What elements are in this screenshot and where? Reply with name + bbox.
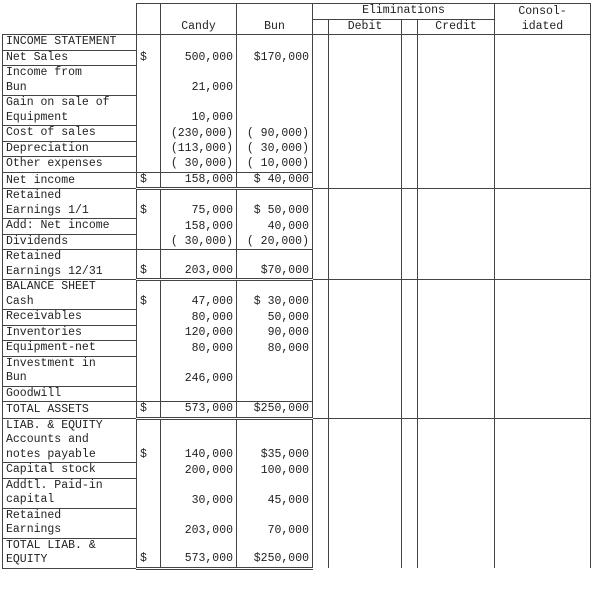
- elimination-cell: [418, 280, 495, 310]
- row-label-line: Cost of sales: [6, 126, 96, 139]
- row-label: [3, 386, 137, 402]
- elimination-cell: [313, 157, 329, 173]
- row-label-line: Depreciation: [6, 141, 89, 155]
- elimination-cell: [329, 356, 402, 386]
- dollar-sign: $: [137, 280, 161, 310]
- dollar-sign: [137, 325, 161, 341]
- row-label-line: Income from: [6, 66, 82, 79]
- consolidated-cell: [495, 96, 591, 126]
- elimination-cell: [329, 141, 402, 157]
- elimination-cell: [329, 538, 402, 568]
- worksheet-row: [3, 418, 591, 463]
- elimination-cell: [402, 341, 418, 357]
- row-label-line: LIAB. & EQUITY: [6, 418, 103, 432]
- row-label-line: Bun: [6, 80, 27, 94]
- row-label-line: Other expenses: [6, 157, 103, 170]
- worksheet-table: [2, 3, 591, 570]
- row-label: [3, 325, 137, 341]
- elimination-cell: [313, 66, 329, 96]
- consolidated-cell: [495, 66, 591, 96]
- worksheet-row: [3, 35, 591, 51]
- elimination-cell: [329, 189, 402, 219]
- dollar-sign: [137, 96, 161, 126]
- dollar-sign: [137, 126, 161, 142]
- elimination-cell: [402, 157, 418, 173]
- elimination-cell: [313, 35, 329, 51]
- elimination-cell: [402, 386, 418, 402]
- bun-value: 80,000: [237, 341, 313, 357]
- candy-value: ( 30,000): [161, 157, 237, 173]
- candy-value: [161, 386, 237, 402]
- bun-header: Bun: [237, 19, 313, 35]
- candy-value: 158,000: [161, 219, 237, 235]
- elimination-cell: [418, 172, 495, 189]
- row-label-line: Add: Net income: [6, 219, 110, 232]
- elimination-cell: [402, 141, 418, 157]
- elimination-cell: [418, 141, 495, 157]
- row-label: [3, 402, 137, 419]
- bun-value: 70,000: [237, 508, 313, 538]
- consolidated-cell: [495, 172, 591, 189]
- elimination-cell: [329, 341, 402, 357]
- elimination-cell: [329, 402, 402, 419]
- row-label: [3, 310, 137, 326]
- bun-value: $70,000: [237, 250, 313, 280]
- elimination-cell: [402, 250, 418, 280]
- row-label-line: Addtl. Paid-in: [6, 478, 103, 492]
- consolidated-cell: [495, 157, 591, 173]
- elimination-cell: [313, 250, 329, 280]
- consolidated-cell: [495, 386, 591, 402]
- dollar-sign: [137, 66, 161, 96]
- consolidated-cell: [495, 126, 591, 142]
- row-label-line: INCOME STATEMENT: [6, 35, 117, 48]
- elimination-cell: [329, 96, 402, 126]
- bun-value: $ 40,000: [237, 172, 313, 189]
- worksheet-row: [3, 538, 591, 568]
- consolidated-cell: [495, 463, 591, 479]
- worksheet-row: [3, 508, 591, 538]
- header-row-2: [3, 19, 591, 35]
- row-label: [3, 157, 137, 173]
- consolidated-cell: [495, 418, 591, 463]
- row-label-line: Receivables: [6, 310, 82, 323]
- candy-value: 200,000: [161, 463, 237, 479]
- row-label-line: TOTAL LIAB. &: [6, 538, 96, 552]
- bun-value: 50,000: [237, 310, 313, 326]
- candy-value: 158,000: [161, 172, 237, 189]
- elimination-cell: [313, 418, 329, 463]
- row-label: [3, 478, 137, 508]
- dollar-sign: [137, 478, 161, 508]
- elimination-cell: [313, 538, 329, 568]
- elimination-cell: [313, 141, 329, 157]
- candy-value: (113,000): [161, 141, 237, 157]
- bun-value: $ 50,000: [237, 189, 313, 219]
- row-label-line: BALANCE SHEET: [6, 280, 96, 293]
- elimination-cell: [402, 538, 418, 568]
- elimination-cell: [313, 219, 329, 235]
- dollar-sign: [137, 141, 161, 157]
- row-label-line: TOTAL ASSETS: [6, 403, 89, 416]
- eliminations-header: Eliminations: [313, 4, 495, 20]
- dollar-sign: $: [137, 538, 161, 568]
- elimination-cell: [418, 508, 495, 538]
- row-label-line: Net Sales: [6, 50, 69, 64]
- candy-value: 47,000: [161, 280, 237, 310]
- elimination-cell: [418, 96, 495, 126]
- elimination-cell: [313, 234, 329, 250]
- elimination-cell: [402, 356, 418, 386]
- consolidated-cell: [495, 508, 591, 538]
- bun-value: $250,000: [237, 402, 313, 419]
- dollar-sign: [137, 508, 161, 538]
- elimination-cell: [329, 463, 402, 479]
- dollar-sign: $: [137, 189, 161, 219]
- elimination-cell: [402, 35, 418, 51]
- candy-value: 30,000: [161, 478, 237, 508]
- row-label: [3, 234, 137, 250]
- worksheet-row: [3, 325, 591, 341]
- elimination-cell: [329, 478, 402, 508]
- worksheet-row: [3, 280, 591, 310]
- elimination-cell: [418, 310, 495, 326]
- consolidated-cell: [495, 341, 591, 357]
- consolidated-header-line2: idated: [495, 19, 591, 35]
- elimination-cell: [402, 402, 418, 419]
- row-label: [3, 141, 137, 157]
- row-label-line: Accounts and: [6, 433, 89, 446]
- consolidated-cell: [495, 325, 591, 341]
- bun-value: [237, 386, 313, 402]
- elimination-cell: [329, 219, 402, 235]
- dollar-sign: [137, 463, 161, 479]
- elimination-cell: [402, 418, 418, 463]
- elimination-cell: [402, 219, 418, 235]
- elimination-cell: [402, 96, 418, 126]
- consolidated-cell: [495, 50, 591, 66]
- elimination-cell: [418, 219, 495, 235]
- elimination-cell: [329, 234, 402, 250]
- worksheet-row: [3, 219, 591, 235]
- candy-value: 140,000: [161, 418, 237, 463]
- candy-value: 500,000: [161, 50, 237, 66]
- bun-value: 45,000: [237, 478, 313, 508]
- elimination-cell: [418, 157, 495, 173]
- consolidated-cell: [495, 250, 591, 280]
- worksheet-row: [3, 66, 591, 96]
- elimination-cell: [418, 386, 495, 402]
- elimination-cell: [329, 280, 402, 310]
- bun-value: [237, 96, 313, 126]
- elimination-cell: [418, 418, 495, 463]
- consolidated-cell: [495, 234, 591, 250]
- row-label: [3, 538, 137, 568]
- elimination-cell: [313, 402, 329, 419]
- worksheet-row: [3, 478, 591, 508]
- bun-value: 100,000: [237, 463, 313, 479]
- elimination-cell: [402, 310, 418, 326]
- row-label: [3, 50, 137, 66]
- row-label: [3, 508, 137, 538]
- bun-value: ( 90,000): [237, 126, 313, 142]
- row-label-line: Inventories: [6, 325, 82, 339]
- candy-value: 75,000: [161, 189, 237, 219]
- header-row-1: [3, 4, 591, 20]
- worksheet-row: [3, 250, 591, 280]
- elimination-cell: [418, 463, 495, 479]
- candy-value: 10,000: [161, 96, 237, 126]
- elimination-cell: [402, 126, 418, 142]
- worksheet-row: [3, 402, 591, 419]
- dollar-sign: [137, 219, 161, 235]
- candy-value: 80,000: [161, 341, 237, 357]
- elimination-cell: [418, 356, 495, 386]
- bun-value: ( 10,000): [237, 157, 313, 173]
- consolidated-cell: [495, 402, 591, 419]
- consolidated-cell: [495, 538, 591, 568]
- consolidated-cell: [495, 219, 591, 235]
- elimination-cell: [418, 341, 495, 357]
- candy-value: 203,000: [161, 508, 237, 538]
- worksheet-row: [3, 172, 591, 189]
- dollar-sign: $: [137, 418, 161, 463]
- elimination-cell: [418, 538, 495, 568]
- row-label-line: Investment in: [6, 356, 96, 370]
- row-label-line: Bun: [6, 371, 27, 384]
- elimination-cell: [402, 463, 418, 479]
- worksheet-row: [3, 386, 591, 402]
- bun-value: $250,000: [237, 538, 313, 568]
- row-label-line: Earnings 12/31: [6, 264, 103, 278]
- consolidated-cell: [495, 141, 591, 157]
- row-label: [3, 463, 137, 479]
- dollar-sign: [137, 35, 161, 51]
- row-label-line: Retained: [6, 189, 62, 202]
- elimination-cell: [313, 280, 329, 310]
- dollar-sign: [137, 310, 161, 326]
- worksheet-row: [3, 126, 591, 142]
- row-label: [3, 418, 137, 463]
- row-label: [3, 172, 137, 189]
- elimination-cell: [418, 402, 495, 419]
- row-label-line: Retained: [6, 250, 62, 263]
- row-label-line: Equipment-net: [6, 341, 96, 354]
- row-label-line: Retained: [6, 508, 62, 522]
- elimination-cell: [418, 66, 495, 96]
- elimination-cell: [329, 310, 402, 326]
- row-label: [3, 250, 137, 280]
- elimination-cell: [329, 50, 402, 66]
- consolidated-cell: [495, 478, 591, 508]
- elimination-cell: [329, 126, 402, 142]
- bun-value: 40,000: [237, 219, 313, 235]
- dollar-sign: [137, 341, 161, 357]
- elimination-cell: [313, 356, 329, 386]
- worksheet-row: [3, 463, 591, 479]
- bun-value: 90,000: [237, 325, 313, 341]
- consolidated-cell: [495, 356, 591, 386]
- elimination-cell: [313, 126, 329, 142]
- row-label-line: EQUITY: [6, 553, 48, 566]
- elimination-cell: [313, 325, 329, 341]
- candy-value: 573,000: [161, 538, 237, 568]
- candy-value: 80,000: [161, 310, 237, 326]
- elimination-cell: [402, 189, 418, 219]
- row-label-line: Equipment: [6, 110, 69, 124]
- row-label: [3, 126, 137, 142]
- consolidated-cell: [495, 189, 591, 219]
- worksheet-row: [3, 157, 591, 173]
- elimination-cell: [418, 250, 495, 280]
- row-label: [3, 96, 137, 126]
- dollar-sign: $: [137, 402, 161, 419]
- elimination-cell: [402, 66, 418, 96]
- row-label-line: Earnings 1/1: [6, 203, 89, 217]
- row-label: [3, 66, 137, 96]
- candy-value: 120,000: [161, 325, 237, 341]
- elimination-cell: [313, 341, 329, 357]
- worksheet-row: [3, 310, 591, 326]
- elimination-cell: [313, 508, 329, 538]
- candy-value: ( 30,000): [161, 234, 237, 250]
- row-label: [3, 35, 137, 51]
- candy-header: Candy: [161, 19, 237, 35]
- worksheet-row: [3, 189, 591, 219]
- elimination-cell: [329, 325, 402, 341]
- elimination-cell: [329, 172, 402, 189]
- candy-value: 246,000: [161, 356, 237, 386]
- candy-value: 573,000: [161, 402, 237, 419]
- bun-value: $35,000: [237, 418, 313, 463]
- elimination-cell: [329, 508, 402, 538]
- elimination-cell: [402, 325, 418, 341]
- consolidated-cell: [495, 35, 591, 51]
- row-label: [3, 280, 137, 310]
- elimination-cell: [313, 172, 329, 189]
- row-label-line: Cash: [6, 294, 34, 308]
- row-label: [3, 189, 137, 219]
- elimination-cell: [418, 35, 495, 51]
- row-label-line: Earnings: [6, 523, 62, 536]
- dollar-sign: [137, 157, 161, 173]
- elimination-cell: [402, 172, 418, 189]
- elimination-cell: [329, 418, 402, 463]
- worksheet-row: [3, 356, 591, 386]
- consolidated-header-line1: Consol-: [495, 4, 591, 20]
- bun-value: [237, 356, 313, 386]
- candy-value: 203,000: [161, 250, 237, 280]
- row-label-line: notes payable: [6, 447, 96, 461]
- row-label-line: capital: [6, 493, 55, 506]
- candy-value: 21,000: [161, 66, 237, 96]
- elimination-cell: [313, 50, 329, 66]
- elimination-cell: [418, 478, 495, 508]
- row-label-line: Dividends: [6, 234, 69, 248]
- row-label-line: Capital stock: [6, 463, 96, 476]
- row-label-line: Net income: [6, 173, 76, 187]
- bun-value: ( 30,000): [237, 141, 313, 157]
- row-label-line: Gain on sale of: [6, 96, 110, 109]
- dollar-sign: $: [137, 172, 161, 189]
- elimination-cell: [418, 126, 495, 142]
- elimination-cell: [418, 234, 495, 250]
- elimination-cell: [329, 157, 402, 173]
- row-label: [3, 219, 137, 235]
- bun-value: [237, 35, 313, 51]
- elimination-cell: [402, 234, 418, 250]
- bun-value: $170,000: [237, 50, 313, 66]
- elimination-cell: [313, 96, 329, 126]
- elimination-cell: [418, 189, 495, 219]
- elimination-cell: [313, 189, 329, 219]
- bun-value: ( 20,000): [237, 234, 313, 250]
- bun-value: $ 30,000: [237, 280, 313, 310]
- elimination-cell: [313, 463, 329, 479]
- dollar-sign: [137, 234, 161, 250]
- bun-value: [237, 66, 313, 96]
- row-label: [3, 341, 137, 357]
- elimination-cell: [418, 50, 495, 66]
- elimination-cell: [313, 386, 329, 402]
- row-label: [3, 356, 137, 386]
- dollar-sign: [137, 356, 161, 386]
- credit-header: Credit: [418, 19, 495, 35]
- dollar-sign: $: [137, 250, 161, 280]
- worksheet-row: [3, 50, 591, 66]
- elimination-cell: [329, 35, 402, 51]
- elimination-cell: [418, 325, 495, 341]
- dollar-sign: [137, 386, 161, 402]
- worksheet-row: [3, 341, 591, 357]
- elimination-cell: [402, 280, 418, 310]
- elimination-cell: [329, 66, 402, 96]
- worksheet-row: [3, 141, 591, 157]
- elimination-cell: [402, 50, 418, 66]
- elimination-cell: [313, 478, 329, 508]
- candy-value: (230,000): [161, 126, 237, 142]
- elimination-cell: [329, 386, 402, 402]
- consolidated-cell: [495, 280, 591, 310]
- elimination-cell: [402, 508, 418, 538]
- dollar-sign: $: [137, 50, 161, 66]
- worksheet-row: [3, 96, 591, 126]
- debit-header: Debit: [329, 19, 402, 35]
- elimination-cell: [313, 310, 329, 326]
- elimination-cell: [402, 478, 418, 508]
- worksheet-row: [3, 234, 591, 250]
- candy-value: [161, 35, 237, 51]
- consolidated-cell: [495, 310, 591, 326]
- elimination-cell: [329, 250, 402, 280]
- row-label-line: Goodwill: [6, 386, 62, 400]
